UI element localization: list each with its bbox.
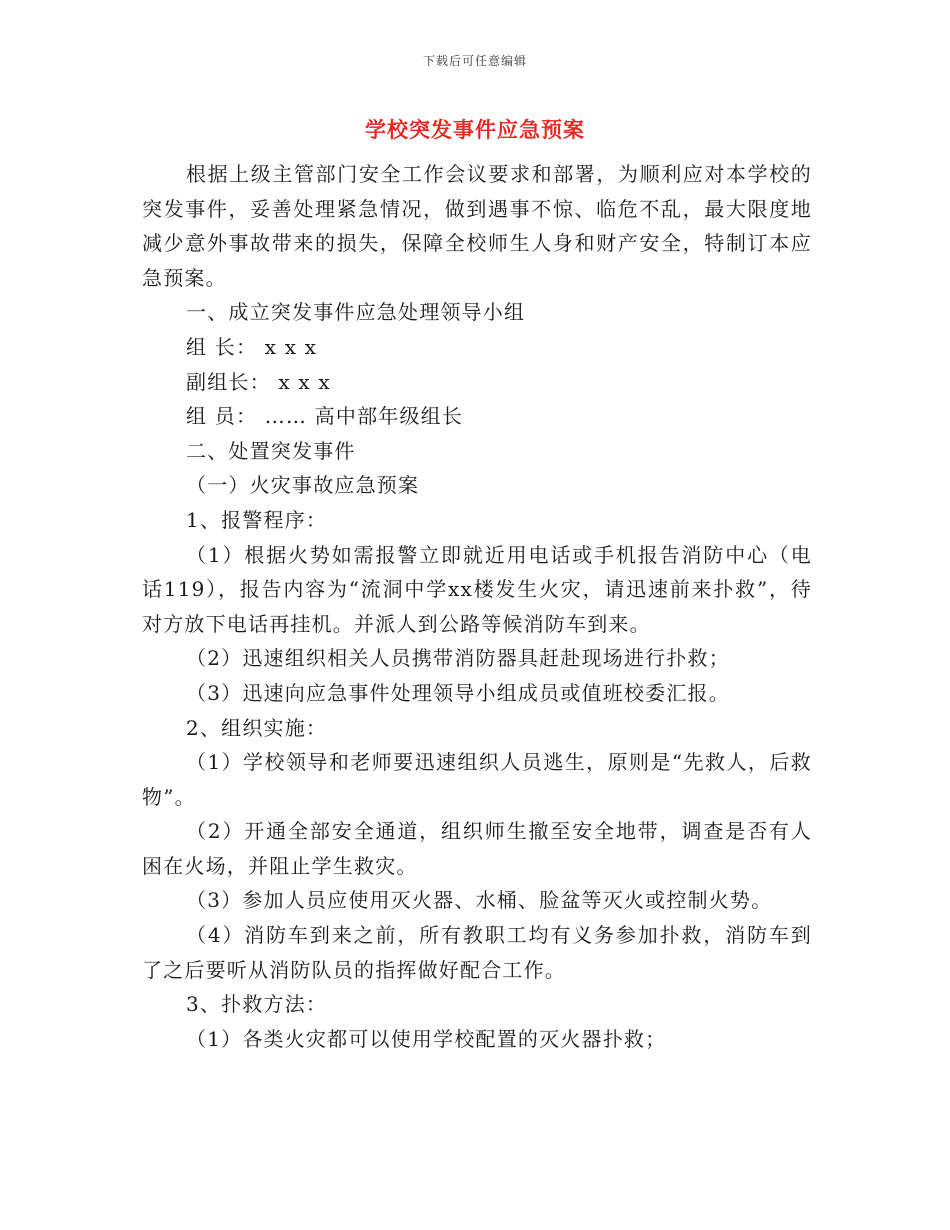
item-heading-organization: 2、组织实施： [186, 715, 328, 740]
page-header-note: 下载后可任意编辑 [422, 54, 527, 68]
deputy-leader-line: 副组长： x x x [186, 369, 331, 394]
rescue-method-1: （1）各类火灾都可以使用学校配置的灭火器扑救； [186, 1026, 667, 1051]
organization-step-3: （3）参加人员应使用灭火器、水桶、脸盆等灭火或控制火势。 [186, 888, 773, 913]
document-body [142, 157, 812, 1056]
group-members-line: 组 员： …… 高中部年级组长 [186, 404, 464, 429]
item-heading-rescue-methods: 3、扑救方法： [186, 992, 328, 1017]
organization-step-1: （1）学校领导和老师要迅速组织人员逃生，原则是“先救人，后救物”。 [142, 750, 812, 809]
alarm-step-3: （3）迅速向应急事件处理领导小组成员或值班校委汇报。 [186, 680, 730, 705]
alarm-step-1: （1）根据火势如需报警立即就近用电话或手机报告消防中心（电话119），报告内容为“流洞中学xx楼发生火灾，请迅速前来扑救”，待对方放下电话再挂机。并派人到公路等候消防车到来。 [142, 542, 812, 636]
alarm-step-2: （2）迅速组织相关人员携带消防器具赶赴现场进行扑救； [186, 646, 730, 671]
organization-step-2: （2）开通全部安全通道，组织师生撤至安全地带，调查是否有人困在火场，并阻止学生救灾。 [142, 819, 812, 878]
organization-step-4: （4）消防车到来之前，所有教职工均有义务参加扑救，消防车到了之后要听从消防队员的指挥做好配合工作。 [142, 923, 812, 982]
group-leader-line: 组 长： x x x [186, 334, 318, 359]
item-heading-alarm-procedure: 1、报警程序： [186, 507, 328, 532]
intro-paragraph: 根据上级主管部门安全工作会议要求和部署，为顺利应对本学校的突发事件，妥善处理紧急情况，做到遇事不惊、临危不乱，最大限度地减少意外事故带来的损失，保障全校师生人身和财产安全，特制订本应急预案。 [142, 162, 812, 290]
subsection-heading-fire-plan: （一）火灾事故应急预案 [186, 473, 420, 498]
document-title: 学校突发事件应急预案 [365, 117, 585, 142]
section-heading-leadership-group: 一、成立突发事件应急处理领导小组 [186, 300, 526, 325]
section-heading-handling: 二、处置突发事件 [186, 438, 356, 463]
